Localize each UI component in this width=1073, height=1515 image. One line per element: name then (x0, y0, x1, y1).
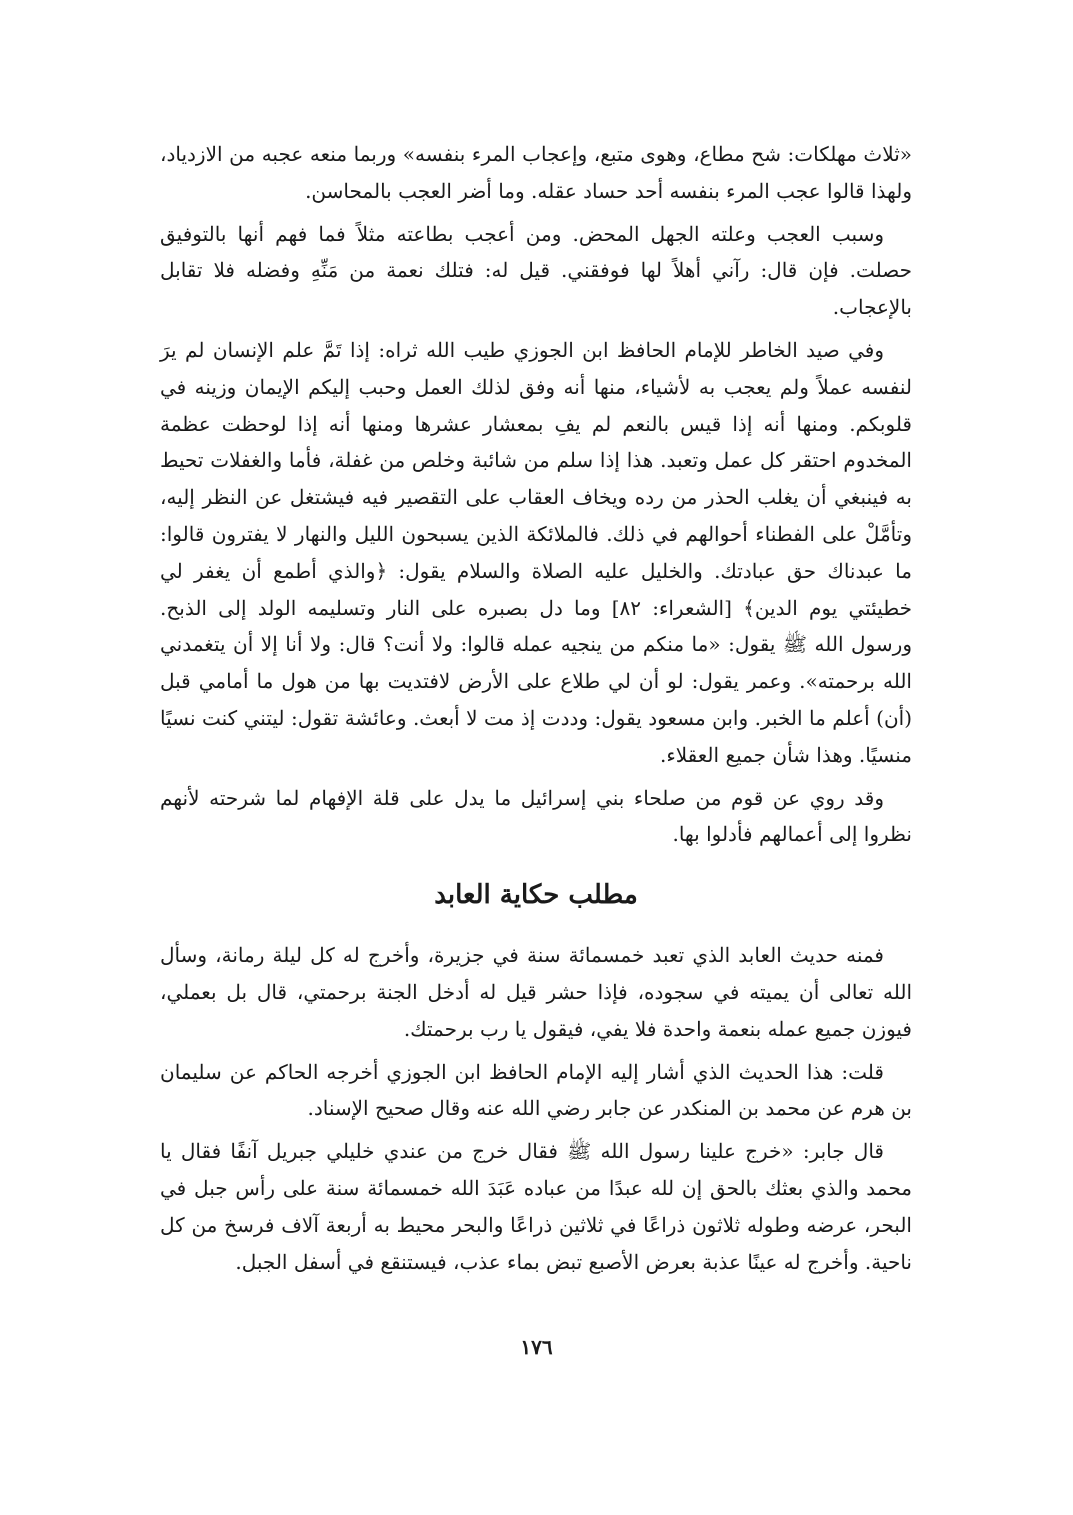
paragraph-4: وقد روي عن قوم من صلحاء بني إسرائيل ما يدل على قلة الإفهام لما شرحته لأنهم نظروا إلى أعمالهم فأدلوا بها. (160, 785, 912, 847)
page-number: ١٧٦ (520, 1335, 553, 1359)
paragraph-7: قال جابر: «خرج علينا رسول الله ﷺ فقال خرج من عندي خليلي جبريل آنفًا فقال يا محمد والذي بعثك بالحق إن لله عبدًا من عباده عَبَدَ الله خمسمائة سنة على رأس جبل في البحر، عرضه وطوله ثلاثون ذراعًا في ثلاثين ذراعًا والبحر محيط به أربعة آلاف فرسخ من كل ناحية. وأخرج له عينًا عذبة بعرض الأصبع تبض بماء عذب، فيستنقع في أسفل الجبل. (160, 1139, 912, 1274)
paragraph-2: وسبب العجب وعلته الجهل المحض. ومن أعجب بطاعته مثلاً فما فهم أنها بالتوفيق حصلت. فإن قال: رآني أهلاً لها فوفقني. قيل له: فتلك نعمة من مَنِّهِ وفضله فلا تقابل بالإعجاب. (160, 221, 912, 320)
paragraph-6: قلت: هذا الحديث الذي أشار إليه الإمام الحافظ ابن الجوزي أخرجه الحاكم عن سليمان بن هرم عن محمد بن المنكدر عن جابر رضي الله عنه وقال صحيح الإسناد. (160, 1059, 912, 1121)
paragraph-1: «ثلاث مهلكات: شح مطاع، وهوى متبع، وإعجاب المرء بنفسه» وربما منعه عجبه من الازدياد، ولهذا قالوا عجب المرء بنفسه أحد حساد عقله. وما أضر العجب بالمحاسن. (160, 142, 912, 203)
page-text-block (160, 136, 912, 1286)
paragraph-5: فمنه حديث العابد الذي تعبد خمسمائة سنة في جزيرة، وأخرج له كل ليلة رمانة، وسأل الله تعالى أن يميته في سجوده، فإذا حشر قيل له أدخل الجنة برحمتي، قال بل بعملي، فيوزن جميع عمله بنعمة واحدة فلا يفي، فيقول يا رب برحمتك. (160, 943, 912, 1041)
section-heading: مطلب حكاية العابد (434, 880, 638, 911)
paragraph-3: وفي صيد الخاطر للإمام الحافظ ابن الجوزي طيب الله ثراه: إذا تَمَّ علم الإنسان لم يرَ لنفسه عملاً ولم يعجب به لأشياء، منها أنه وفق لذلك العمل وحبب إليكم الإيمان وزينه في قلوبكم. ومنها أنه إذا قيس بالنعم لم يفِ بمعشار عشرها ومنها أنه إذا لوحظت عظمة المخدوم احتقر كل عمل وتعبد. هذا إذا سلم من شائبة وخلص من غفلة، فأما والغفلات تحيط به فينبغي أن يغلب الحذر من رده ويخاف العقاب على التقصير فيه فيشتغل عن النظر إليه، وتأمَّلْ على الفطناء أحوالهم في ذلك. فالملائكة الذين يسبحون الليل والنهار لا يفترون قالوا: ما عبدناك حق عبادتك. والخليل عليه الصلاة والسلام يقول: ﴿والذي أطمع أن يغفر لي خطيئتي يوم الدين﴾ [الشعراء: ٨٢] وما دل بصبره على النار وتسليمه الولد إلى الذبح. ورسول الله ﷺ يقول: «ما منكم من ينجيه عمله قالوا: ولا أنت؟ قال: ولا أنا إلا أن يتغمدني الله برحمته». وعمر يقول: لو أن لي طلاع على الأرض لافتديت بها من هول ما أمامي قبل (أن) أعلم ما الخبر. وابن مسعود يقول: وددت إذ مت لا أبعث. وعائشة تقول: ليتني كنت نسيًا منسيًا. وهذا شأن جميع العقلاء. (160, 337, 913, 767)
